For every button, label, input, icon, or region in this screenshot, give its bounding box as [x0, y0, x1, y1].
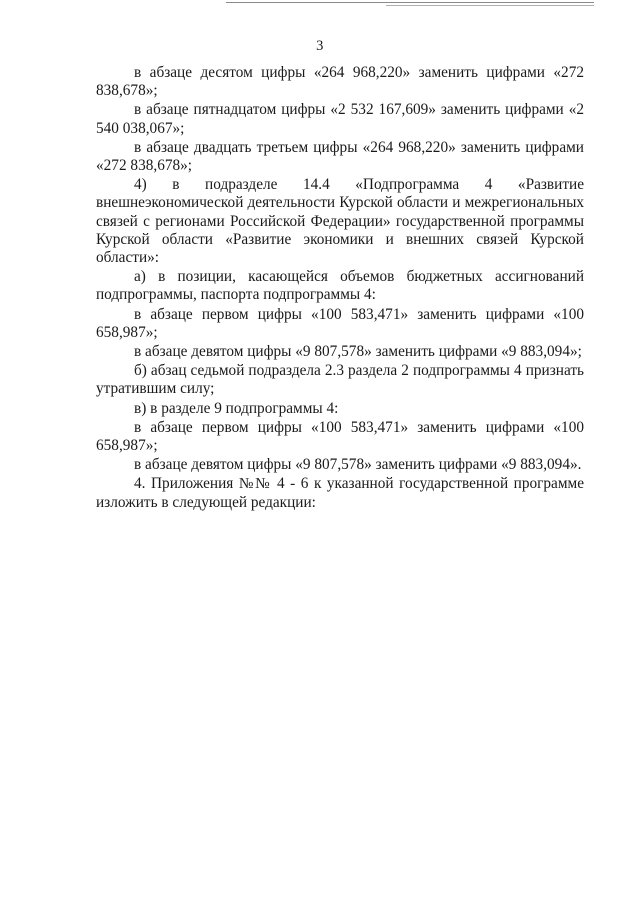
paragraph-8: б) абзац седьмой подраздела 2.3 раздела 2 подпрограммы 4 признать утратившим силу; [96, 362, 584, 398]
paragraph-11: в абзаце девятом цифры «9 807,578» заменить цифрами «9 883,094». [134, 456, 582, 474]
paragraph-7: в абзаце девятом цифры «9 807,578» заменить цифрами «9 883,094»; [134, 343, 582, 361]
paragraph-5: а) в позиции, касающейся объемов бюджетных ассигнований подпрограммы, паспорта подпрограммы 4: [96, 268, 584, 304]
paragraph-6: в абзаце первом цифры «100 583,471» заменить цифрами «100 658,987»; [96, 305, 584, 341]
paragraph-9: в) в разделе 9 подпрограммы 4: [134, 399, 339, 417]
page-number: 3 [316, 38, 324, 54]
paragraph-2: в абзаце пятнадцатом цифры «2 532 167,609» заменить цифрами «2 540 038,067»; [96, 101, 584, 137]
paragraph-4: 4) в подразделе 14.4 «Подпрограмма 4 «Развитие внешнеэкономической деятельности Курской области и межрегиональных связей с регионами Российской Федерации» государственной программы Курской области «Развитие экономики и внешних связей Курской области»: [96, 176, 584, 267]
document-body [96, 64, 584, 512]
paragraph-10: в абзаце первом цифры «100 583,471» заменить цифрами «100 658,987»; [96, 418, 584, 455]
paragraph-1: в абзаце десятом цифры «264 968,220» заменить цифрами «272 838,678»; [96, 64, 584, 100]
top-border-line-secondary [386, 5, 594, 6]
paragraph-3: в абзаце двадцать третьем цифры «264 968,220» заменить цифрами «272 838,678»; [96, 138, 584, 175]
paragraph-12: 4. Приложения №№ 4 - 6 к указанной государственной программе изложить в следующей редакции: [96, 475, 584, 511]
top-border-line [226, 2, 594, 3]
